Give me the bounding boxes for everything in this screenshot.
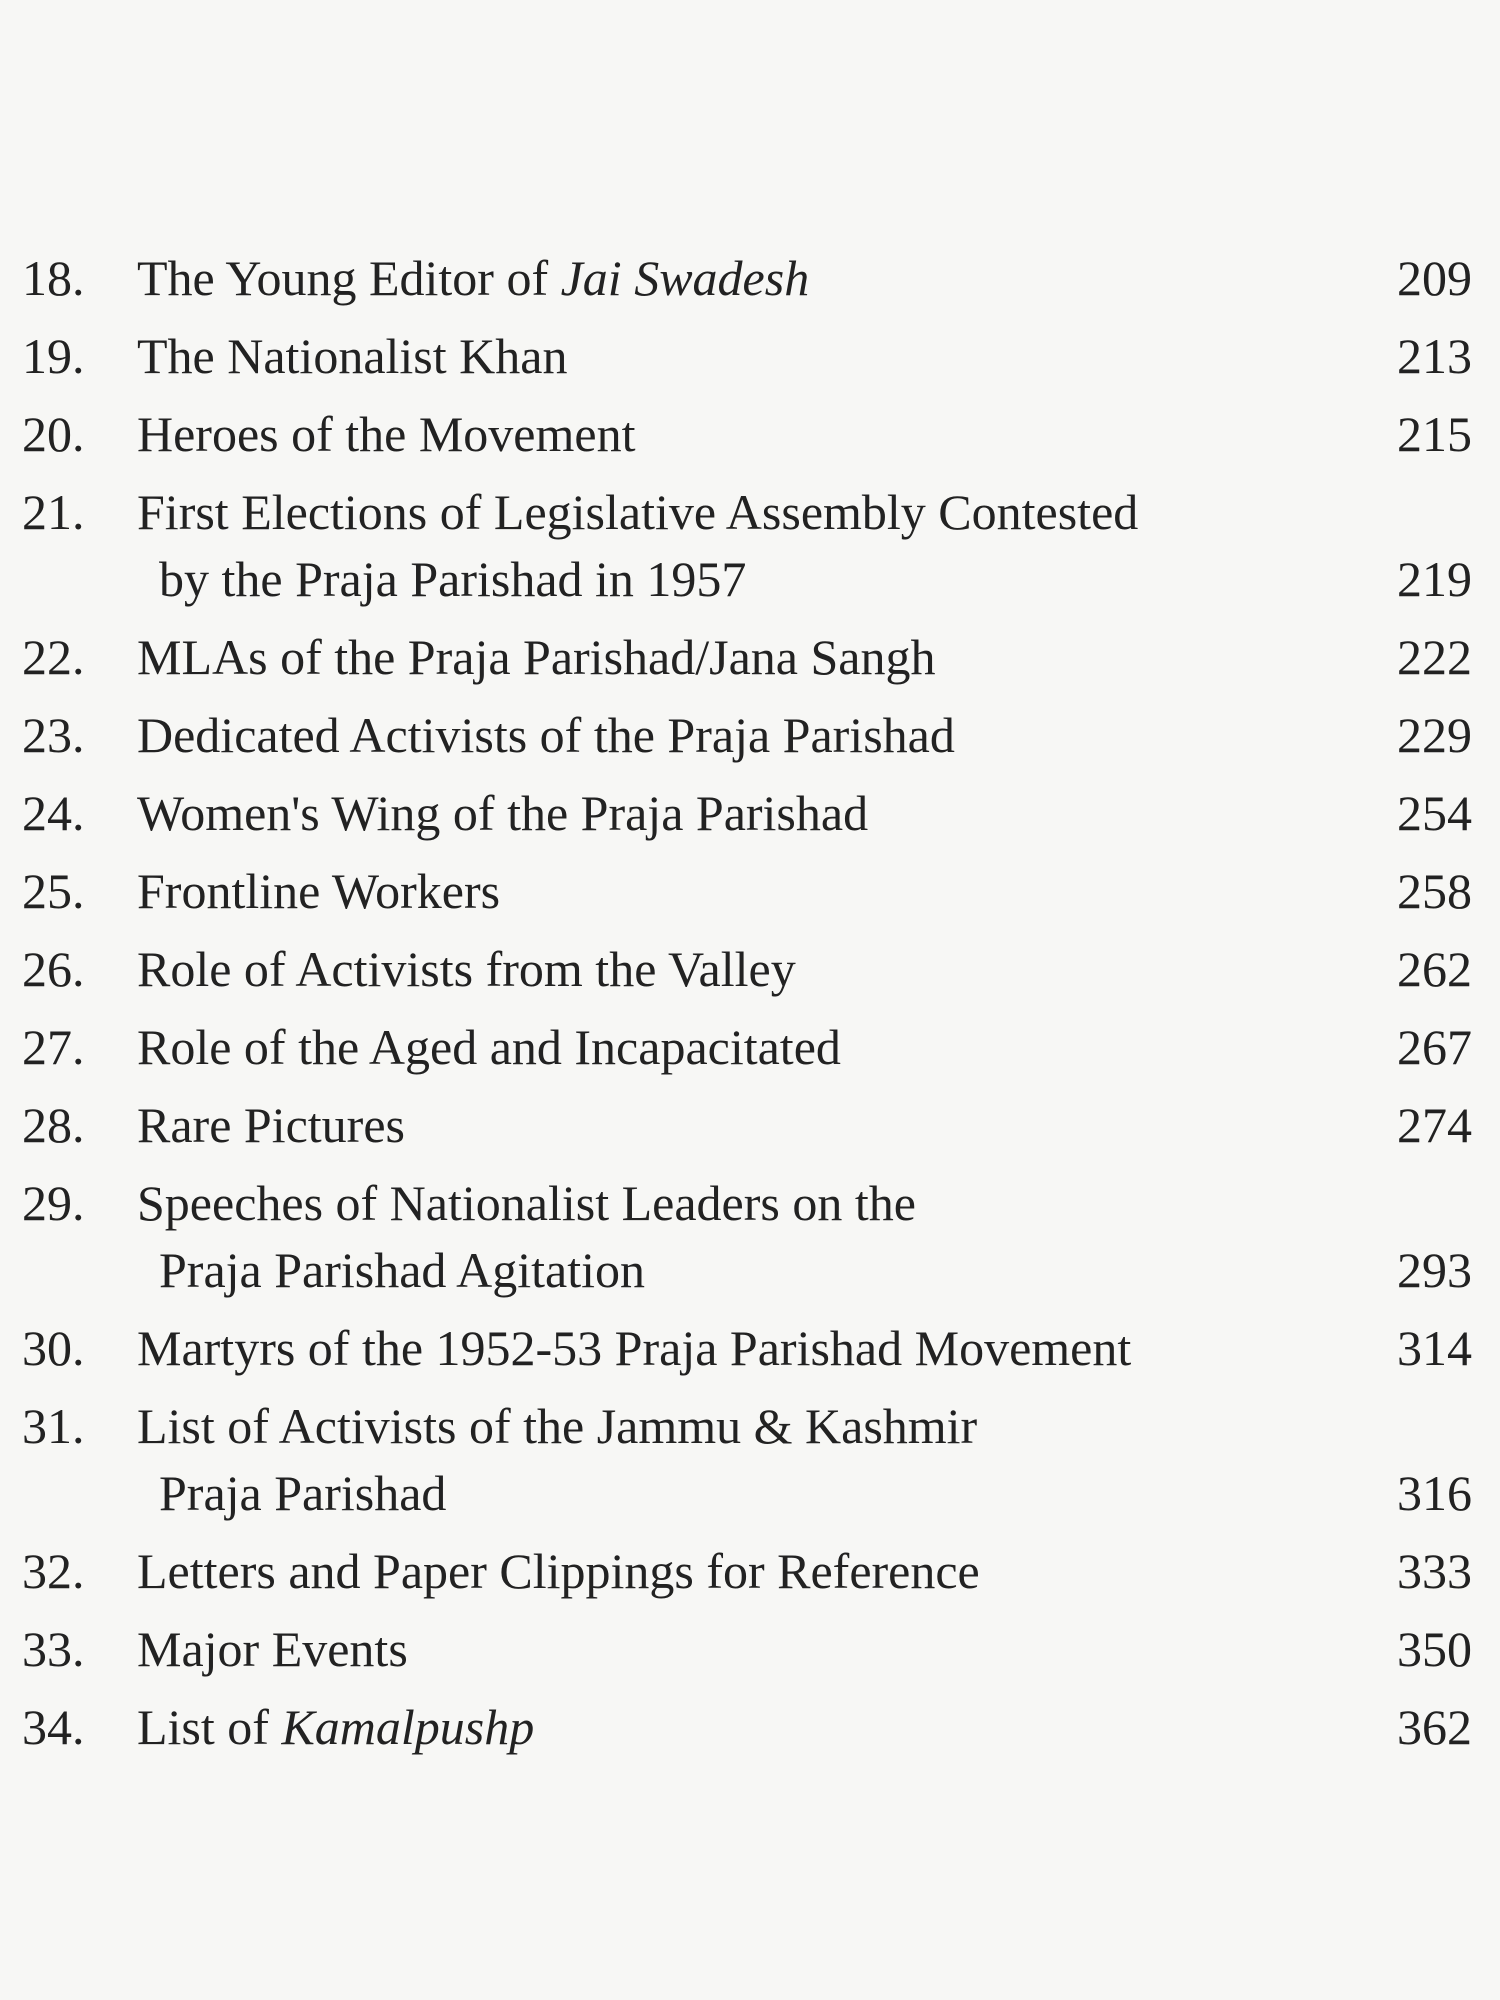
entry-title: [137, 479, 1342, 613]
entry-number: 27.: [22, 1019, 85, 1075]
entry-title: [137, 936, 1342, 1003]
entry-title-text: Heroes of the Movement: [137, 406, 636, 462]
entry-number: 25.: [22, 863, 85, 919]
toc-entry-22: [22, 624, 1472, 691]
entry-title: [137, 1616, 1342, 1683]
entry-title-text: List of: [137, 1699, 282, 1755]
entry-page-number: 254: [1397, 785, 1472, 841]
entry-title: [137, 323, 1342, 390]
entry-number: 31.: [22, 1398, 85, 1454]
entry-number: 32.: [22, 1543, 85, 1599]
entry-title-line-2: Praja Parishad Agitation: [159, 1242, 646, 1298]
entry-page-number: 316: [1397, 1465, 1472, 1521]
toc-entry-21: [22, 479, 1472, 613]
entry-title: [137, 1694, 1342, 1761]
entry-page-number: 258: [1397, 863, 1472, 919]
entry-page-number: 274: [1397, 1097, 1472, 1153]
entry-title-text: Role of the Aged and Incapacitated: [137, 1019, 841, 1075]
entry-number: 22.: [22, 629, 85, 685]
entry-number: 21.: [22, 484, 85, 540]
entry-page-number: 333: [1397, 1543, 1472, 1599]
entry-title-text: Letters and Paper Clippings for Reference: [137, 1543, 980, 1599]
toc-entry-28: [22, 1092, 1472, 1159]
entry-title: [137, 401, 1342, 468]
entry-page-number: 314: [1397, 1320, 1472, 1376]
entry-number: 33.: [22, 1621, 85, 1677]
entry-title: [137, 624, 1342, 691]
entry-page-number: 293: [1397, 1242, 1472, 1298]
toc-entry-24: [22, 780, 1472, 847]
entry-title-line-1: List of Activists of the Jammu & Kashmir: [137, 1398, 978, 1454]
entry-title: [137, 1014, 1342, 1081]
entry-title: [137, 1393, 1342, 1527]
entry-page-number: 262: [1397, 941, 1472, 997]
entry-title: [137, 1092, 1342, 1159]
entry-number: 18.: [22, 250, 85, 306]
entry-page-number: 213: [1397, 328, 1472, 384]
entry-title: [137, 1315, 1342, 1382]
toc-entry-18: [22, 245, 1472, 312]
entry-title-text: Women's Wing of the Praja Parishad: [137, 785, 869, 841]
toc-entry-29: [22, 1170, 1472, 1304]
entry-page-number: 215: [1397, 406, 1472, 462]
entry-page-number: 222: [1397, 629, 1472, 685]
entry-page-number: 219: [1397, 551, 1472, 607]
entry-title-text: Role of Activists from the Valley: [137, 941, 796, 997]
entry-page-number: 229: [1397, 707, 1472, 763]
entry-page-number: 362: [1397, 1699, 1472, 1755]
entry-title: [137, 780, 1342, 847]
entry-title-text: Rare Pictures: [137, 1097, 405, 1153]
entry-number: 34.: [22, 1699, 85, 1755]
entry-title-line-2: Praja Parishad: [159, 1465, 447, 1521]
toc-entry-27: [22, 1014, 1472, 1081]
entry-title-text: MLAs of the Praja Parishad/Jana Sangh: [137, 629, 936, 685]
toc-entry-34: [22, 1694, 1472, 1761]
entry-number: 24.: [22, 785, 85, 841]
entry-title: [137, 858, 1342, 925]
entry-title-line-1: Speeches of Nationalist Leaders on the: [137, 1175, 916, 1231]
toc-entry-32: [22, 1538, 1472, 1605]
entry-number: 29.: [22, 1175, 85, 1231]
entry-number: 19.: [22, 328, 85, 384]
entry-title-text: The Young Editor of: [137, 250, 561, 306]
entry-title-line-2: by the Praja Parishad in 1957: [159, 551, 747, 607]
toc-entry-23: [22, 702, 1472, 769]
entry-title-line-1: First Elections of Legislative Assembly Contested: [137, 484, 1139, 540]
entry-number: 28.: [22, 1097, 85, 1153]
table-of-contents: [22, 245, 1472, 1772]
entry-page-number: 209: [1397, 250, 1472, 306]
toc-entry-30: [22, 1315, 1472, 1382]
toc-entry-33: [22, 1616, 1472, 1683]
entry-title: [137, 1170, 1342, 1304]
entry-title-text: The Nationalist Khan: [137, 328, 568, 384]
entry-number: 20.: [22, 406, 85, 462]
entry-title-text: Dedicated Activists of the Praja Parishad: [137, 707, 955, 763]
entry-number: 30.: [22, 1320, 85, 1376]
entry-number: 26.: [22, 941, 85, 997]
entry-title-text: Frontline Workers: [137, 863, 501, 919]
toc-entry-26: [22, 936, 1472, 1003]
toc-entry-19: [22, 323, 1472, 390]
entry-title-text: Major Events: [137, 1621, 408, 1677]
entry-title: [137, 702, 1342, 769]
entry-title: [137, 245, 1342, 312]
toc-entry-31: [22, 1393, 1472, 1527]
entry-title-italic: Kamalpushp: [281, 1699, 535, 1755]
entry-title: [137, 1538, 1342, 1605]
entry-page-number: 267: [1397, 1019, 1472, 1075]
entry-page-number: 350: [1397, 1621, 1472, 1677]
toc-entry-20: [22, 401, 1472, 468]
entry-number: 23.: [22, 707, 85, 763]
entry-title-italic: Jai Swadesh: [560, 250, 810, 306]
entry-title-text: Martyrs of the 1952-53 Praja Parishad Movement: [137, 1320, 1132, 1376]
toc-entry-25: [22, 858, 1472, 925]
